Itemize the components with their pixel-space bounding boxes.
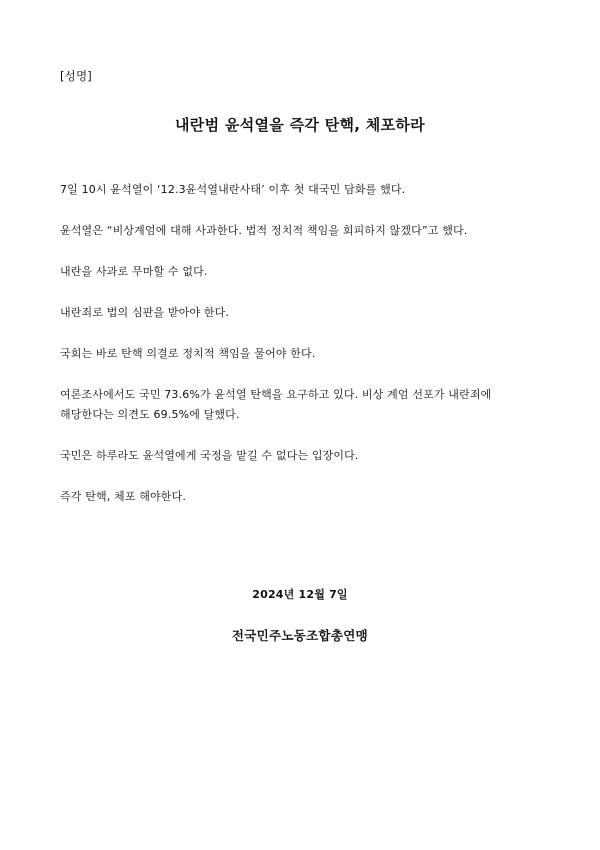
paragraph-4 [60, 303, 545, 323]
paragraph-7 [60, 446, 545, 466]
paragraph-2 [60, 221, 545, 241]
paragraph-line: 해당한다는 의견도 69.5%에 달했다. [60, 408, 240, 421]
paragraph-5 [60, 344, 545, 364]
paragraph-line: 내란죄로 법의 심판을 받아야 한다. [60, 306, 230, 319]
paragraph-1 [60, 180, 545, 200]
document-body [60, 180, 545, 528]
document-date: 2024년 12월 7일 [252, 588, 348, 601]
paragraph-6 [60, 385, 545, 425]
paragraph-line: 윤석열은 “비상계엄에 대해 사과한다. 법적 정치적 책임을 회피하지 않겠다”고 했다. [60, 224, 468, 237]
document-type-label: [성명] [60, 69, 92, 83]
paragraph-8 [60, 487, 545, 507]
paragraph-line: 여론조사에서도 국민 73.6%가 윤석열 탄핵을 요구하고 있다. 비상 계엄 선포가 내란죄에 [60, 388, 492, 401]
paragraph-line: 7일 10시 윤석열이 ‘12.3윤석열내란사태’ 이후 첫 대국민 담화를 했다. [60, 183, 406, 196]
paragraph-line: 국민은 하루라도 윤석열에게 국정을 맡길 수 없다는 입장이다. [60, 449, 359, 462]
paragraph-3 [60, 262, 545, 282]
issuing-organization: 전국민주노동조합총연맹 [231, 628, 369, 643]
paragraph-line: 내란을 사과로 무마할 수 없다. [60, 265, 208, 278]
paragraph-line: 국회는 바로 탄핵 의결로 정치적 책임을 물어야 한다. [60, 347, 316, 360]
paragraph-line: 즉각 탄핵, 체포 해야한다. [60, 490, 186, 503]
document-title: 내란범 윤석열을 즉각 탄핵, 체포하라 [175, 116, 425, 134]
